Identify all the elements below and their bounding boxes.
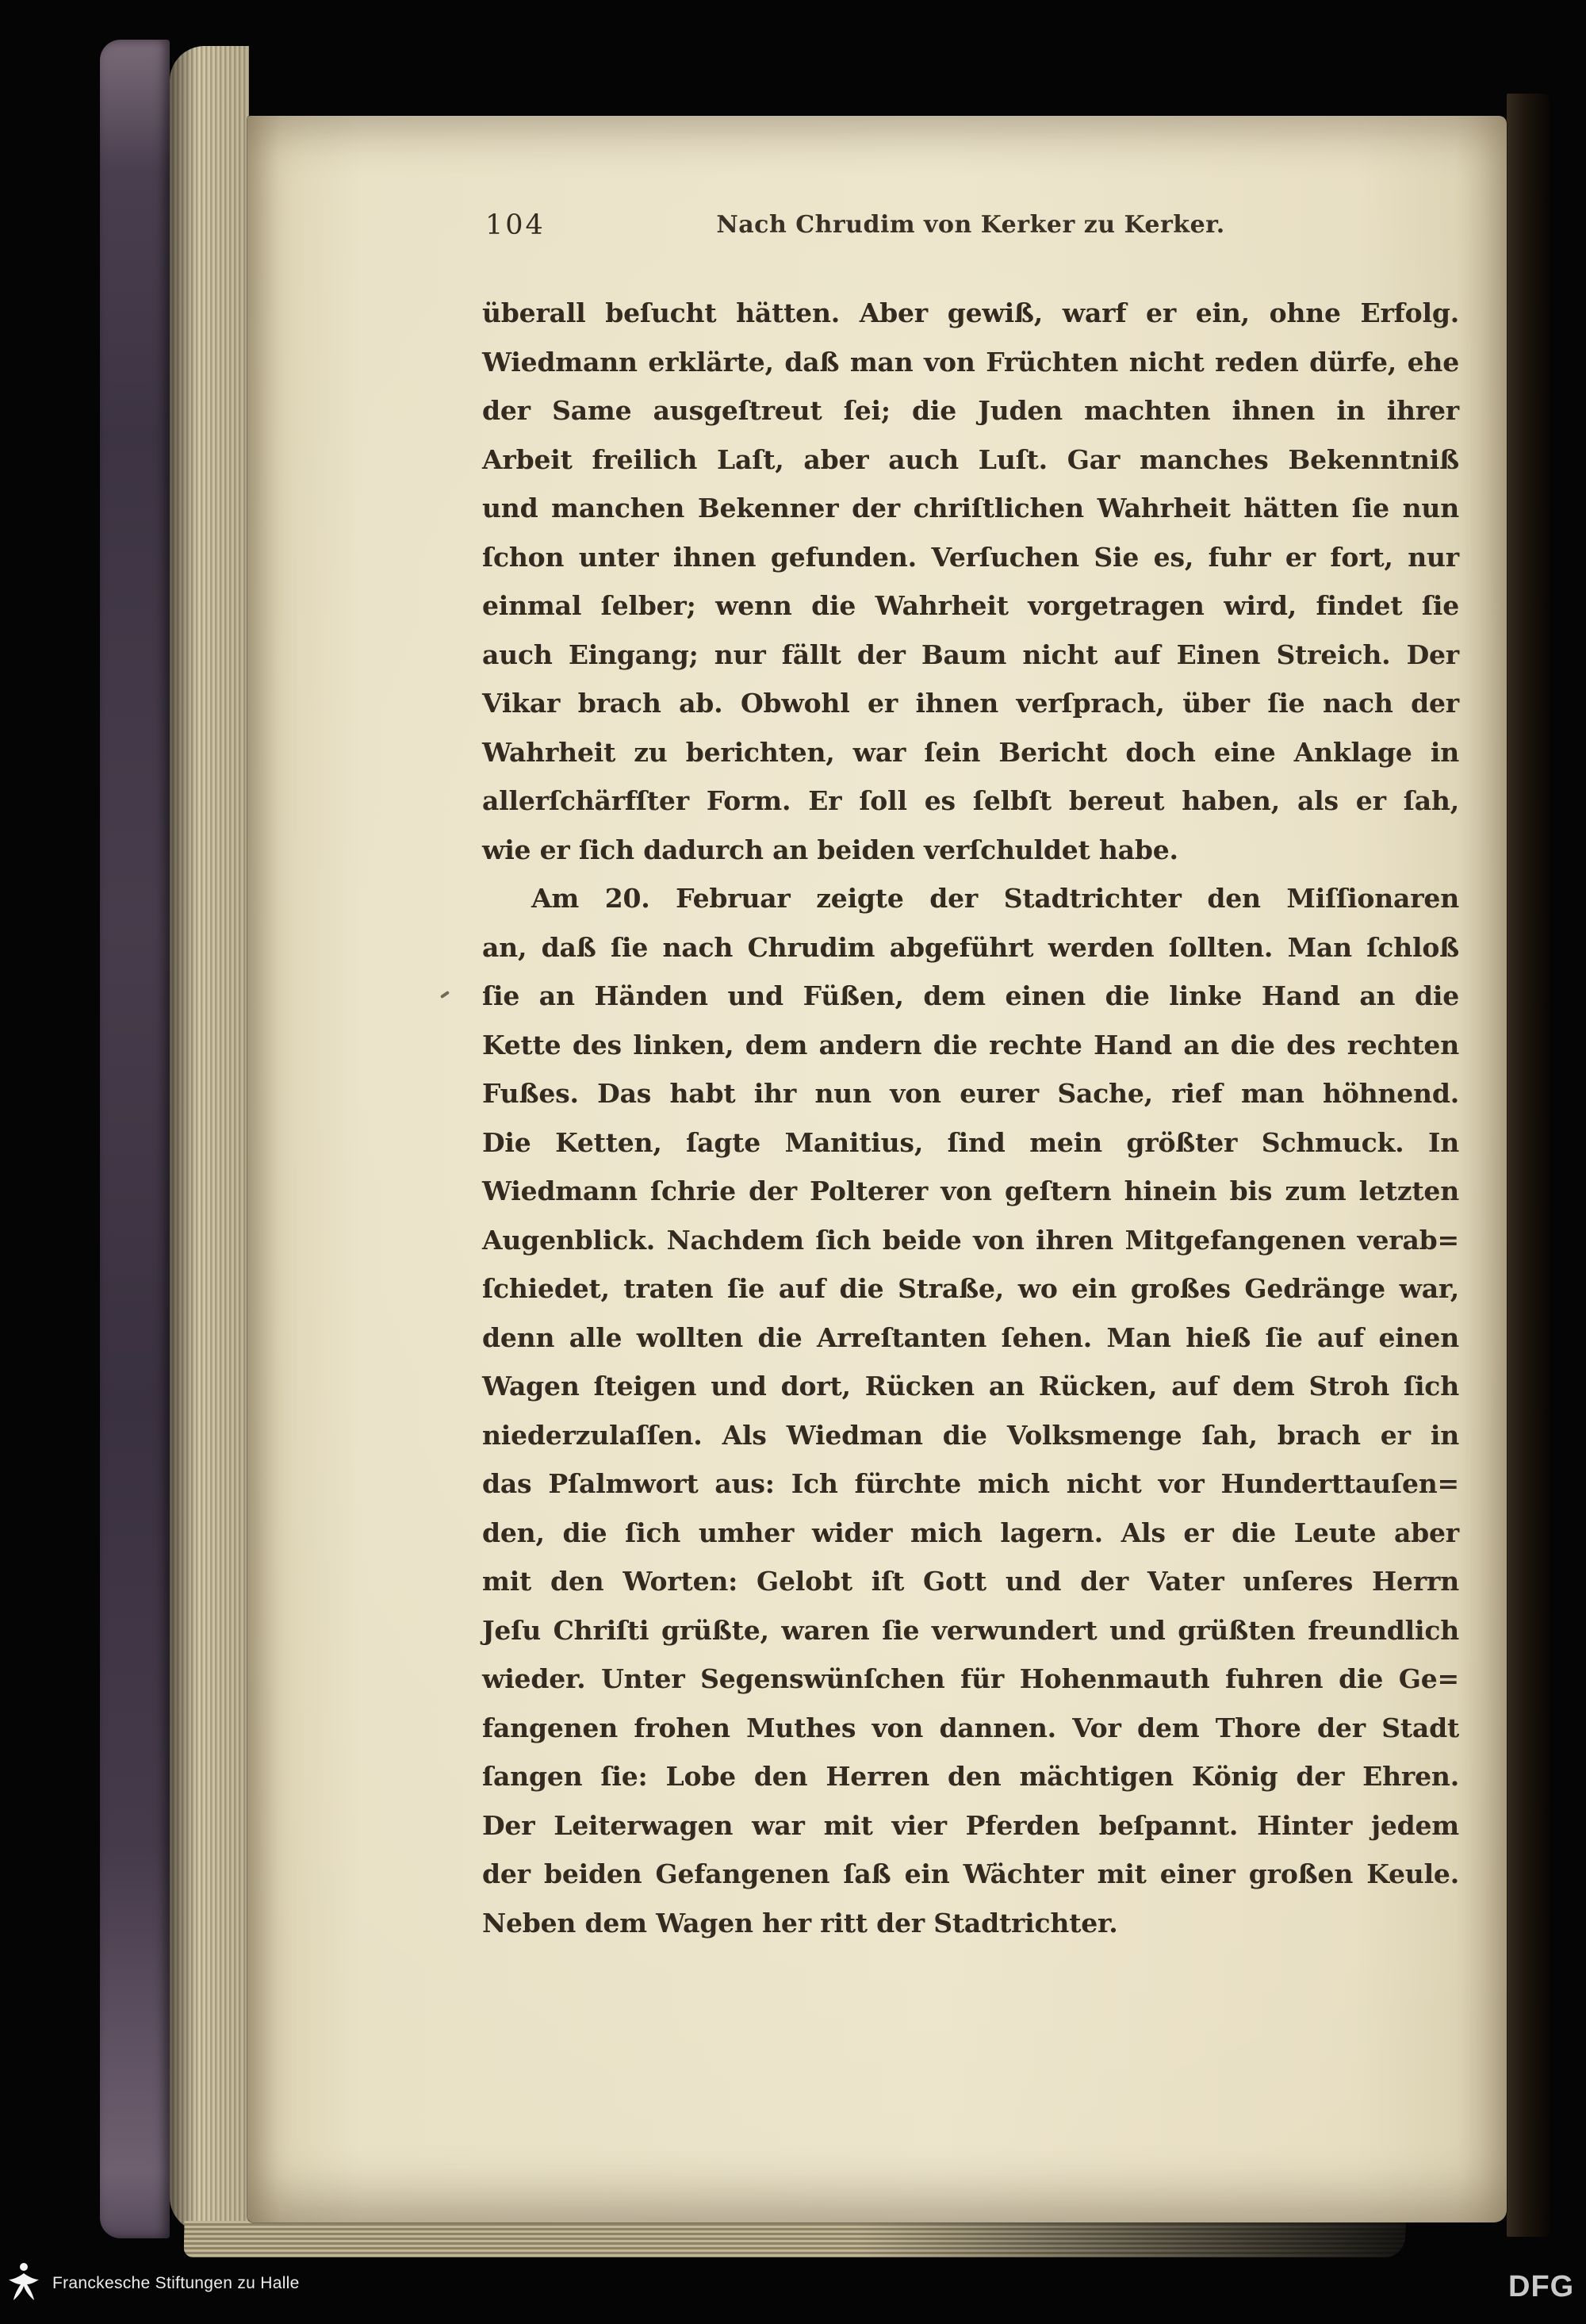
book-spine bbox=[100, 40, 170, 2238]
text-line: das Pſalmwort aus: Ich fürchte mich nicht vor Hunderttauſen= bbox=[482, 1468, 1459, 1499]
book-cover-right-edge bbox=[1507, 94, 1551, 2237]
text-line: Fußes. Das habt ihr nun von eurer Sache, rief man höhnend. bbox=[482, 1078, 1459, 1109]
text-line: der beiden Gefangenen ſaß ein Wächter mit einer großen Keule. bbox=[482, 1858, 1459, 1889]
paragraph bbox=[482, 874, 1459, 1947]
ink-speck bbox=[440, 991, 450, 999]
text-line: Am 20. Februar zeigte der Stadtrichter den Miſſionaren bbox=[531, 883, 1459, 914]
text-line: Kette des linken, dem andern die rechte Hand an die des rechten bbox=[482, 1029, 1459, 1060]
franckesche-stiftungen-logo-icon bbox=[8, 2261, 40, 2306]
dfg-logo: DFG bbox=[1508, 2270, 1575, 2303]
text-line: fangenen frohen Muthes von dannen. Vor dem Thore der Stadt bbox=[482, 1712, 1459, 1743]
text-line: ſchon unter ihnen gefunden. Verſuchen Sie es, fuhr er fort, nur bbox=[482, 541, 1459, 573]
text-line: Jeſu Chriſti grüßte, waren ſie verwundert und grüßten freundlich bbox=[482, 1614, 1459, 1646]
text-line: Wahrheit zu berichten, war ſein Bericht doch eine Anklage in bbox=[482, 736, 1459, 768]
text-line: Arbeit freilich Laſt, aber auch Luſt. Gar manches Bekenntniß bbox=[482, 443, 1459, 475]
library-badge-label: Franckesche Stiftungen zu Halle bbox=[52, 2273, 300, 2292]
text-line: einmal ſelber; wenn die Wahrheit vorgetragen wird, findet ſie bbox=[482, 590, 1459, 621]
library-badge bbox=[8, 2261, 300, 2306]
text-line: an, daß ſie nach Chrudim abgeführt werden ſollten. Man ſchloß bbox=[482, 931, 1459, 963]
page-edge-stack-bottom bbox=[184, 2221, 1406, 2257]
text-line: Wiedmann ſchrie der Polterer von geſtern hinein bis zum letzten bbox=[482, 1175, 1459, 1206]
text-line: Die Ketten, ſagte Manitius, ſind mein größter Schmuck. In bbox=[482, 1126, 1459, 1158]
text-line: niederzulaſſen. Als Wiedman die Volksmenge ſah, brach er in bbox=[482, 1419, 1459, 1451]
text-line: denn alle wollten die Arreſtanten ſehen. Man hieß ſie auf einen bbox=[482, 1321, 1459, 1353]
text-line: Augenblick. Nachdem ſich beide von ihren Mitgefangenen verab= bbox=[482, 1224, 1459, 1256]
text-line: Neben dem Wagen her ritt der Stadtrichter. bbox=[482, 1907, 1118, 1939]
body-text bbox=[482, 289, 1459, 1947]
text-line: und manchen Bekenner der chriſtlichen Wahrheit hätten ſie nun bbox=[482, 493, 1459, 523]
text-line: ſie an Händen und Füßen, dem einen die linke Hand an die bbox=[482, 980, 1459, 1011]
paragraph bbox=[482, 289, 1459, 874]
text-line: ſchiedet, traten ſie auf die Straße, wo ein großes Gedränge war, bbox=[482, 1273, 1459, 1304]
page-edge-stack-left bbox=[170, 46, 249, 2232]
text-line: den, die ſich umher wider mich lagern. Als er die Leute aber bbox=[482, 1517, 1459, 1548]
text-line: allerſchärfſter Form. Er ſoll es ſelbſt bereut haben, als er ſah, bbox=[482, 785, 1459, 816]
page-header bbox=[482, 205, 1459, 239]
text-line: Wagen ſteigen und dort, Rücken an Rücken, auf dem Stroh ſich bbox=[482, 1371, 1459, 1402]
text-line: auch Eingang; nur fällt der Baum nicht auf Einen Streich. Der bbox=[482, 639, 1459, 670]
text-line: überall beſucht hätten. Aber gewiß, warf er ein, ohne Erfolg. bbox=[482, 297, 1459, 328]
text-line: wieder. Unter Segenswünſchen für Hohenmauth fuhren die Ge= bbox=[482, 1663, 1459, 1694]
text-line: ſangen ſie: Lobe den Herren den mächtigen König der Ehren. bbox=[482, 1761, 1459, 1792]
text-line: der Same ausgeſtreut ſei; die Juden machten ihnen in ihrer bbox=[482, 395, 1459, 426]
text-line: wie er ſich dadurch an beiden verſchuldet habe. bbox=[482, 834, 1178, 865]
text-line: mit den Worten: Gelobt iſt Gott und der Vater unſeres Herrn bbox=[482, 1566, 1459, 1597]
book-page bbox=[247, 116, 1507, 2222]
text-line: Wiedmann erklärte, daß man von Früchten nicht reden dürfe, ehe bbox=[482, 346, 1459, 378]
text-line: Vikar brach ab. Obwohl er ihnen verſprach, über ſie nach der bbox=[482, 688, 1459, 719]
text-line: Der Leiterwagen war mit vier Pferden beſpannt. Hinter jedem bbox=[482, 1809, 1459, 1841]
page-number: 104 bbox=[485, 209, 546, 241]
running-head: Nach Chrudim von Kerker zu Kerker. bbox=[716, 211, 1225, 239]
